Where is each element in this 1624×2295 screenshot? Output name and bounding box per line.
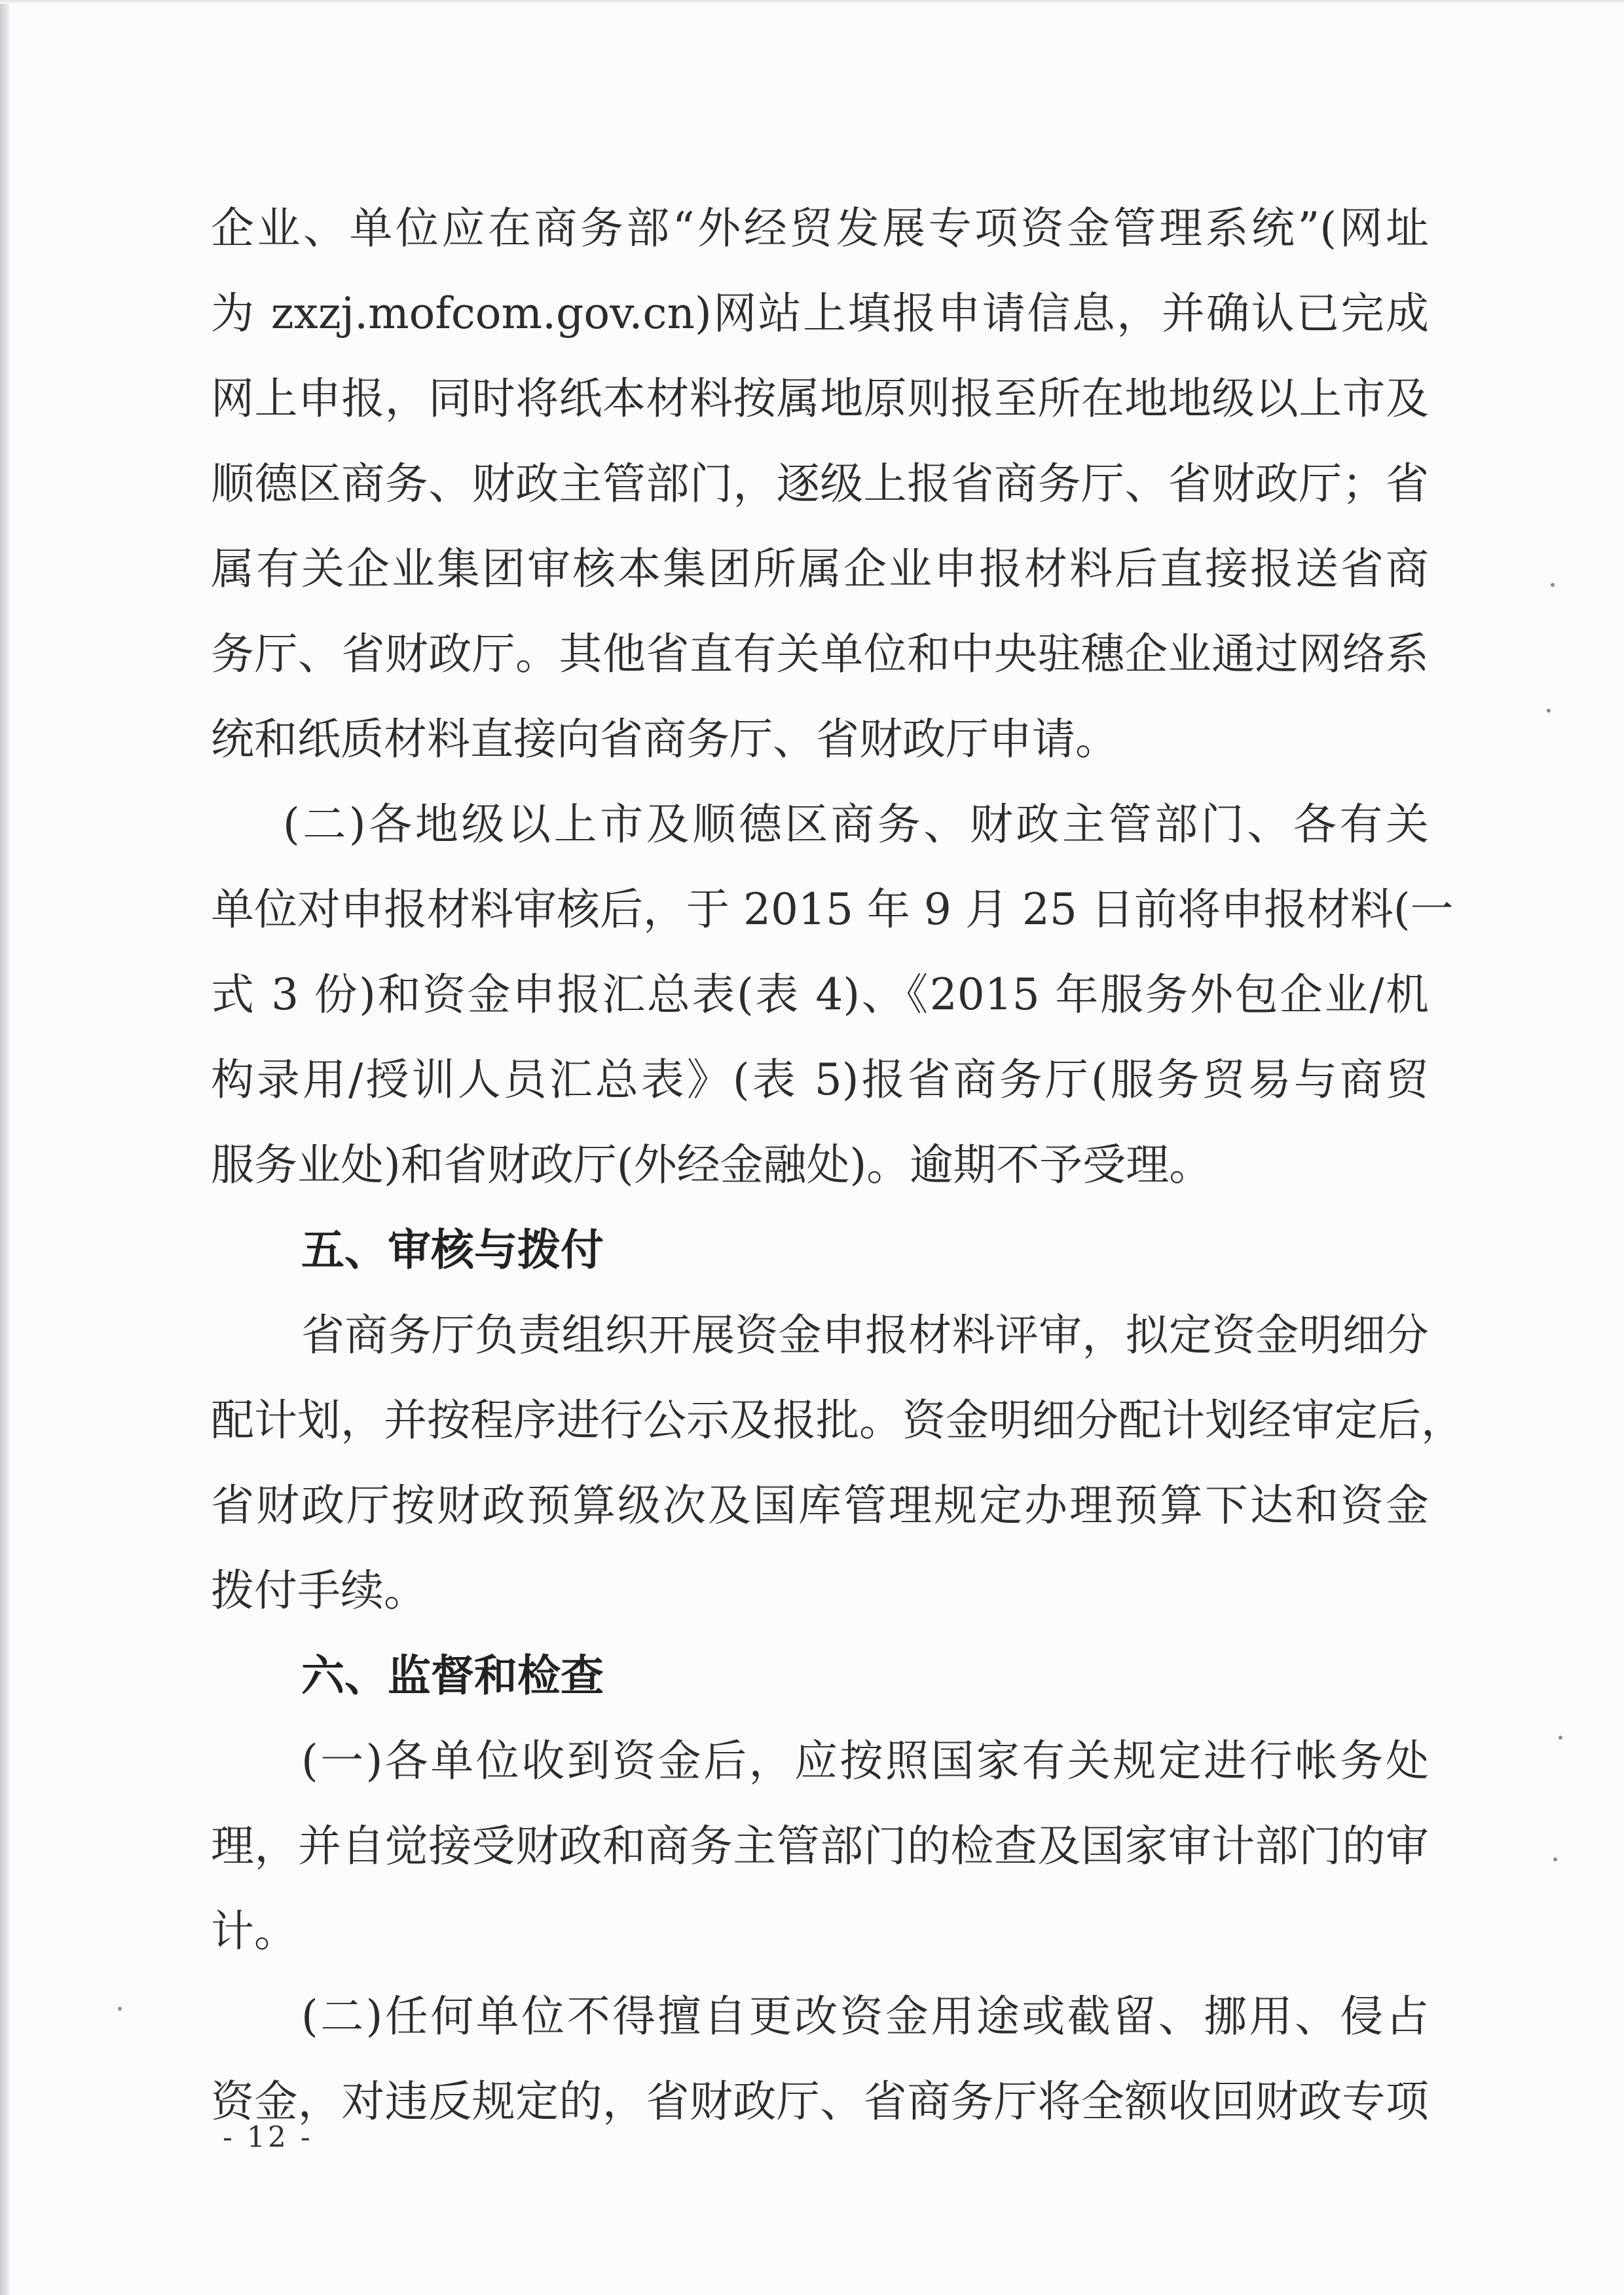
scan-speck xyxy=(1559,1736,1562,1740)
text-line: 顺德区商务、财政主管部门，逐级上报省商务厅、省财政厅；省 xyxy=(211,458,1429,509)
scan-edge-shadow-top xyxy=(0,0,1624,4)
text-line: 式 3 份)和资金申报汇总表(表 4)、《2015 年服务外包企业/机 xyxy=(211,969,1429,1020)
text-line: (一)各单位收到资金后，应按照国家有关规定进行帐务处 xyxy=(301,1736,1429,1786)
text-line: 配计划，并按程序进行公示及报批。资金明细分配计划经审定后， xyxy=(211,1395,1464,1446)
text-line: 资金，对违反规定的，省财政厅、省商务厅将全额收回财政专项 xyxy=(211,2076,1429,2127)
scan-edge-shadow xyxy=(0,0,9,2295)
text-line: 服务业处)和省财政厅(外经金融处)。逾期不予受理。 xyxy=(211,1140,1213,1190)
text-line: 统和纸质材料直接向省商务厅、省财政厅申请。 xyxy=(211,714,1118,764)
text-line: 网上申报，同时将纸本材料按属地原则报至所在地地级以上市及 xyxy=(211,373,1429,424)
text-line: 拨付手续。 xyxy=(211,1565,427,1616)
scan-speck xyxy=(1553,1857,1557,1861)
text-line: (二)各地级以上市及顺德区商务、财政主管部门、各有关 xyxy=(283,799,1429,849)
text-line: 属有关企业集团审核本集团所属企业申报材料后直接报送省商 xyxy=(211,544,1429,594)
text-line: 省财政厅按财政预算级次及国库管理规定办理预算下达和资金 xyxy=(211,1480,1429,1531)
text-line: 理，并自觉接受财政和商务主管部门的检查及国家审计部门的审 xyxy=(211,1821,1429,1871)
text-line: 企业、单位应在商务部“外经贸发展专项资金管理系统”(网址 xyxy=(211,203,1429,253)
page-number: - 12 - xyxy=(223,2121,313,2154)
text-line: 省商务厅负责组织开展资金申报材料评审，拟定资金明细分 xyxy=(301,1310,1429,1360)
text-line: (二)任何单位不得擅自更改资金用途或截留、挪用、侵占 xyxy=(301,1991,1429,2042)
text-line: 为 zxzj.mofcom.gov.cn)网站上填报申请信息，并确认已完成 xyxy=(211,288,1429,339)
scan-speck xyxy=(1547,709,1551,713)
section-heading: 六、监督和检查 xyxy=(301,1651,604,1701)
scan-speck xyxy=(118,2007,122,2011)
scan-speck xyxy=(1551,583,1555,587)
text-line: 单位对申报材料审核后，于 2015 年 9 月 25 日前将申报材料(一 xyxy=(211,884,1454,935)
text-line: 构录用/授训人员汇总表》(表 5)报省商务厅(服务贸易与商贸 xyxy=(211,1054,1429,1105)
text-line: 计。 xyxy=(211,1906,297,1956)
section-heading: 五、审核与拨付 xyxy=(301,1225,604,1275)
document-body xyxy=(211,186,1464,2144)
text-line: 务厅、省财政厅。其他省直有关单位和中央驻穗企业通过网络系 xyxy=(211,629,1429,679)
